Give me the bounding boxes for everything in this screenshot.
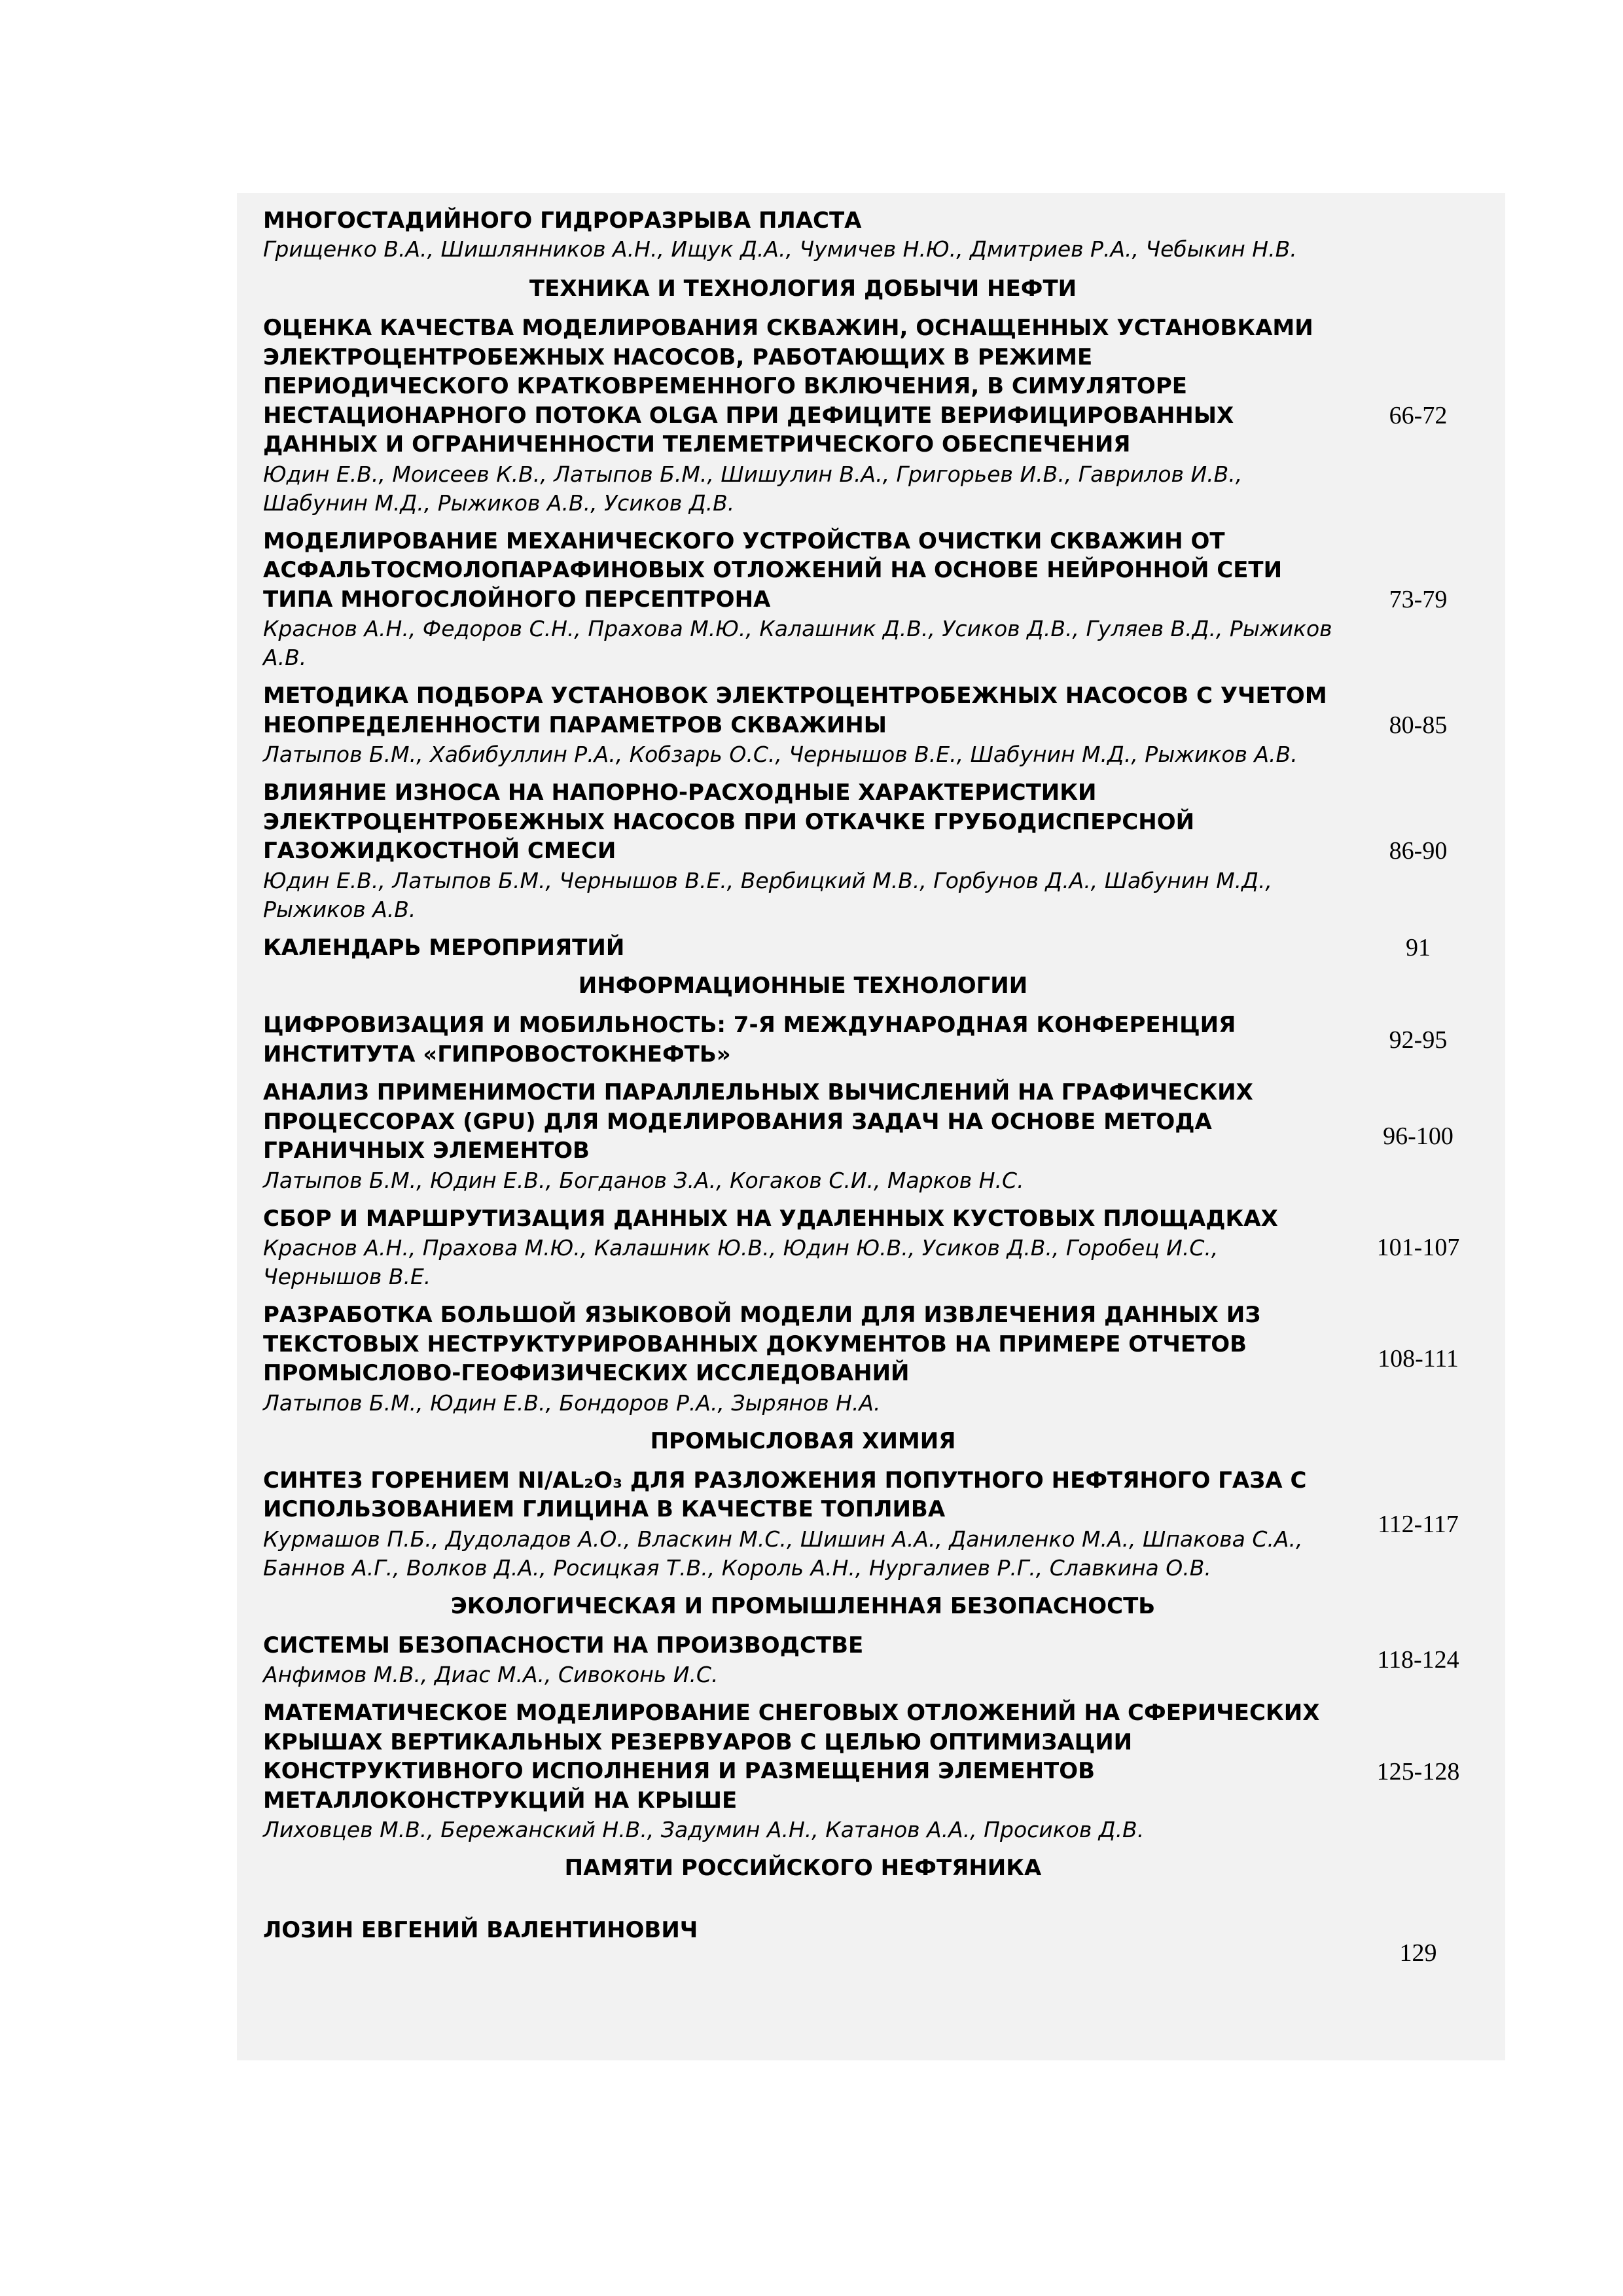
toc-entry[interactable] bbox=[263, 1893, 1493, 1967]
toc-sections bbox=[263, 274, 1493, 1967]
article-title: СИСТЕМЫ БЕЗОПАСНОСТИ НА ПРОИЗВОДСТВЕ bbox=[263, 1632, 864, 1659]
article-title: СИНТЕЗ ГОРЕНИЕМ NI/AL₂O₃ ДЛЯ РАЗЛОЖЕНИЯ ПОПУТНОГО НЕФТЯНОГО ГАЗА С ИСПОЛЬЗОВАНИЕМ ГЛИЦИНА В КАЧЕСТВЕ ТОПЛИВА bbox=[263, 1467, 1307, 1522]
section-heading: ИНФОРМАЦИОННЫЕ ТЕХНОЛОГИИ bbox=[578, 973, 1028, 999]
article-title: МОДЕЛИРОВАНИЕ МЕХАНИЧЕСКОГО УСТРОЙСТВА ОЧИСТКИ СКВАЖИН ОТ АСФАЛЬТОСМОЛОПАРАФИНОВЫХ ОТЛОЖЕНИЙ НА ОСНОВЕ НЕЙРОННОЙ СЕТИ ТИПА МНОГОСЛОЙНОГО ПЕРСЕПТРОНА bbox=[263, 528, 1283, 613]
page-range: 96-100 bbox=[1383, 1122, 1454, 1151]
article-authors: Юдин Е.В., Моисеев К.В., Латыпов Б.М., Шишулин В.А., Григорьев И.В., Гаврилов И.В., Шабунин М.Д., Рыжиков А.В., Усиков Д.В. bbox=[263, 461, 1243, 516]
article-title: МАТЕМАТИЧЕСКОЕ МОДЕЛИРОВАНИЕ СНЕГОВЫХ ОТЛОЖЕНИЙ НА СФЕРИЧЕСКИХ КРЫШАХ ВЕРТИКАЛЬНЫХ РЕЗЕРВУАРОВ С ЦЕЛЬЮ ОПТИМИЗАЦИИ КОНСТРУКТИВНОГО ИСПОЛНЕНИЯ И РАЗМЕЩЕНИЯ ЭЛЕМЕНТОВ МЕТАЛЛОКОНСТРУКЦИЙ НА КРЫШЕ bbox=[263, 1700, 1320, 1814]
toc-entry[interactable] bbox=[263, 1011, 1493, 1069]
toc-entry-text bbox=[263, 933, 1343, 963]
section-heading: ТЕХНИКА И ТЕХНОЛОГИЯ ДОБЫЧИ НЕФТИ bbox=[529, 276, 1077, 302]
toc-entry-text bbox=[263, 314, 1343, 518]
toc-entry-text bbox=[263, 1204, 1343, 1292]
article-authors: Латыпов Б.М., Юдин Е.В., Богданов З.А., Когаков С.И., Марков Н.С. bbox=[263, 1167, 1024, 1193]
page-range: 92-95 bbox=[1389, 1026, 1448, 1054]
toc-entry-text bbox=[263, 1300, 1343, 1418]
page-range: 91 bbox=[1406, 933, 1431, 961]
page-range: 66-72 bbox=[1389, 401, 1448, 429]
toc-entry-text bbox=[263, 681, 1343, 769]
article-authors: Юдин Е.В., Латыпов Б.М., Чернышов В.Е., Вербицкий М.В., Горбунов Д.А., Шабунин М.Д., Рыжиков А.В. bbox=[263, 867, 1272, 922]
toc-entry-text bbox=[263, 778, 1343, 924]
toc-entry-text bbox=[263, 1631, 1343, 1690]
toc-entry[interactable] bbox=[263, 314, 1493, 518]
toc-entry[interactable] bbox=[263, 527, 1493, 673]
article-title: АНАЛИЗ ПРИМЕНИМОСТИ ПАРАЛЛЕЛЬНЫХ ВЫЧИСЛЕНИЙ НА ГРАФИЧЕСКИХ ПРОЦЕССОРАХ (GPU) ДЛЯ МОДЕЛИРОВАНИЯ ЗАДАЧ НА ОСНОВЕ МЕТОДА ГРАНИЧНЫХ ЭЛЕМЕНТОВ bbox=[263, 1079, 1253, 1164]
toc-entry[interactable] bbox=[263, 933, 1493, 963]
toc-entry-text bbox=[263, 1078, 1343, 1195]
toc-entry[interactable] bbox=[263, 1698, 1493, 1844]
article-authors: Лиховцев М.В., Бережанский Н.В., Задумин А.Н., Катанов А.А., Просиков Д.В. bbox=[263, 1817, 1145, 1842]
toc-entry[interactable] bbox=[263, 681, 1493, 769]
article-title: СБОР И МАРШРУТИЗАЦИЯ ДАННЫХ НА УДАЛЕННЫХ КУСТОВЫХ ПЛОЩАДКАХ bbox=[263, 1205, 1278, 1232]
toc-entry[interactable] bbox=[263, 1300, 1493, 1418]
article-authors: Анфимов М.В., Диас М.А., Сивоконь И.С. bbox=[263, 1662, 719, 1687]
toc-entry-text bbox=[263, 527, 1343, 673]
article-authors: Курмашов П.Б., Дудоладов А.О., Власкин М.С., Шишин А.А., Даниленко М.А., Шпакова С.А., Баннов А.Г., Волков Д.А., Росицкая Т.В., Король А.Н., Нургалиев Р.Г., Славкина О.В. bbox=[263, 1526, 1303, 1581]
article-title: ЦИФРОВИЗАЦИЯ И МОБИЛЬНОСТЬ: 7-Я МЕЖДУНАРОДНАЯ КОНФЕРЕНЦИЯ ИНСТИТУТА «ГИПРОВОСТОКНЕФТЬ» bbox=[263, 1012, 1236, 1067]
article-authors: Латыпов Б.М., Хабибуллин Р.А., Кобзарь О.С., Чернышов В.Е., Шабунин М.Д., Рыжиков А.В. bbox=[263, 742, 1298, 767]
article-title: ВЛИЯНИЕ ИЗНОСА НА НАПОРНО-РАСХОДНЫЕ ХАРАКТЕРИСТИКИ ЭЛЕКТРОЦЕНТРОБЕЖНЫХ НАСОСОВ ПРИ ОТКАЧКЕ ГРУБОДИСПЕРСНОЙ ГАЗОЖИДКОСТНОЙ СМЕСИ bbox=[263, 780, 1195, 864]
section-heading: ПРОМЫСЛОВАЯ ХИМИЯ bbox=[650, 1427, 956, 1454]
toc-entry[interactable] bbox=[263, 1078, 1493, 1195]
page-range: 112-117 bbox=[1378, 1510, 1459, 1538]
continued-article-authors: Грищенко В.А., Шишлянников А.Н., Ищук Д.А., Чумичев Н.Ю., Дмитриев Р.А., Чебыкин Н.В. bbox=[263, 236, 1297, 262]
table-of-contents bbox=[263, 206, 1493, 1977]
page-range: 80-85 bbox=[1389, 711, 1448, 739]
page-range: 125-128 bbox=[1376, 1757, 1460, 1785]
section-heading: ПАМЯТИ РОССИЙСКОГО НЕФТЯНИКА bbox=[564, 1855, 1042, 1881]
page-range: 108-111 bbox=[1378, 1345, 1459, 1373]
article-authors: Краснов А.Н., Прахова М.Ю., Калашник Ю.В., Юдин Ю.В., Усиков Д.В., Горобец И.С., Чернышов В.Е. bbox=[263, 1235, 1219, 1289]
toc-entry-text bbox=[263, 1466, 1343, 1583]
toc-entry[interactable] bbox=[263, 778, 1493, 924]
page-range: 129 bbox=[1399, 1939, 1437, 1967]
toc-entry-text bbox=[263, 1011, 1343, 1069]
page-range: 86-90 bbox=[1389, 837, 1448, 865]
toc-entry-text bbox=[263, 1916, 1343, 1945]
page-range: 118-124 bbox=[1377, 1646, 1459, 1674]
article-authors: Краснов А.Н., Федоров С.Н., Прахова М.Ю., Калашник Д.В., Усиков Д.В., Гуляев В.Д., Рыжиков А.В. bbox=[263, 616, 1332, 670]
toc-entry[interactable] bbox=[263, 1466, 1493, 1583]
article-title: МЕТОДИКА ПОДБОРА УСТАНОВОК ЭЛЕКТРОЦЕНТРОБЕЖНЫХ НАСОСОВ С УЧЕТОМ НЕОПРЕДЕЛЕННОСТИ ПАРАМЕТРОВ СКВАЖИНЫ bbox=[263, 683, 1327, 738]
article-title: РАЗРАБОТКА БОЛЬШОЙ ЯЗЫКОВОЙ МОДЕЛИ ДЛЯ ИЗВЛЕЧЕНИЯ ДАННЫХ ИЗ ТЕКСТОВЫХ НЕСТРУКТУРИРОВАННЫХ ДОКУМЕНТОВ НА ПРИМЕРЕ ОТЧЕТОВ ПРОМЫСЛОВО-ГЕОФИЗИЧЕСКИХ ИССЛЕДОВАНИЙ bbox=[263, 1302, 1261, 1386]
article-title: ЛОЗИН ЕВГЕНИЙ ВАЛЕНТИНОВИЧ bbox=[263, 1916, 698, 1943]
page-range: 101-107 bbox=[1376, 1234, 1460, 1262]
page-range: 73-79 bbox=[1389, 585, 1448, 613]
article-title: ОЦЕНКА КАЧЕСТВА МОДЕЛИРОВАНИЯ СКВАЖИН, ОСНАЩЕННЫХ УСТАНОВКАМИ ЭЛЕКТРОЦЕНТРОБЕЖНЫХ НАСОСОВ, РАБОТАЮЩИХ В РЕЖИМЕ ПЕРИОДИЧЕСКОГО КРАТКОВРЕМЕННОГО ВКЛЮЧЕНИЯ, В СИМУЛЯТОРЕ НЕСТАЦИОНАРНОГО ПОТОКА OLGA ПРИ ДЕФИЦИТЕ ВЕРИФИЦИРОВАННЫХ ДАННЫХ И ОГРАНИЧЕННОСТИ ТЕЛЕМЕТРИЧЕСКОГО ОБЕСПЕЧЕНИЯ bbox=[263, 315, 1313, 457]
article-title: КАЛЕНДАРЬ МЕРОПРИЯТИЙ bbox=[263, 934, 625, 961]
section-heading: ЭКОЛОГИЧЕСКАЯ И ПРОМЫШЛЕННАЯ БЕЗОПАСНОСТЬ bbox=[450, 1592, 1156, 1619]
toc-entry[interactable] bbox=[263, 1631, 1493, 1690]
toc-entry-text bbox=[263, 1698, 1343, 1844]
article-authors: Латыпов Б.М., Юдин Е.В., Бондоров Р.А., Зырянов Н.А. bbox=[263, 1390, 881, 1416]
continued-article-title: МНОГОСТАДИЙНОГО ГИДРОРАЗРЫВА ПЛАСТА bbox=[263, 207, 862, 234]
toc-entry[interactable] bbox=[263, 1204, 1493, 1292]
